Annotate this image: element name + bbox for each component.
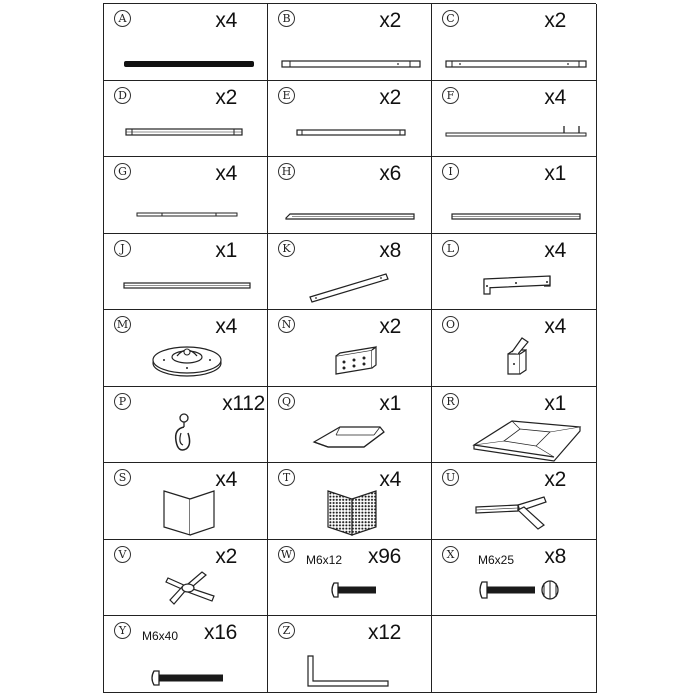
part-letter: S: [114, 469, 131, 486]
part-quantity: x8: [379, 238, 401, 262]
part-cell-f: [432, 81, 597, 158]
part-l-illustration: [432, 234, 596, 310]
part-cell-k: [268, 234, 432, 311]
part-cell-m: [104, 310, 268, 387]
part-e-illustration: [268, 81, 431, 157]
part-quantity: x8: [544, 544, 566, 568]
part-cell-q: [268, 387, 432, 464]
part-t-illustration: [268, 463, 431, 539]
part-spec: M6x12: [306, 552, 343, 567]
part-cell-a: [104, 4, 268, 81]
part-letter: I: [442, 163, 459, 180]
part-w-illustration: [268, 540, 431, 616]
part-quantity: x2: [379, 315, 401, 339]
part-k-illustration: [268, 234, 431, 310]
part-quantity: x1: [379, 391, 401, 415]
part-z-illustration: [268, 616, 431, 692]
part-quantity: x112: [222, 391, 265, 415]
part-cell-j: [104, 234, 268, 311]
part-letter: C: [442, 10, 459, 27]
part-letter: E: [278, 87, 295, 104]
part-quantity: x96: [368, 544, 401, 568]
part-m-illustration: [104, 310, 267, 386]
part-f-illustration: [432, 81, 596, 157]
part-letter: Y: [114, 622, 131, 639]
part-letter: H: [278, 163, 295, 180]
part-quantity: x4: [544, 315, 566, 339]
part-cell-i: [432, 157, 597, 234]
part-quantity: x2: [544, 468, 566, 492]
part-cell-u: [432, 463, 597, 540]
part-cell-s: [104, 463, 268, 540]
part-cell-p: [104, 387, 268, 464]
part-quantity: x4: [215, 315, 237, 339]
part-letter: P: [114, 393, 131, 410]
part-n-illustration: [268, 310, 431, 386]
part-p-illustration: [104, 387, 267, 463]
part-letter: R: [442, 393, 459, 410]
part-j-illustration: [104, 234, 267, 310]
part-quantity: x6: [379, 162, 401, 186]
part-quantity: x2: [215, 85, 237, 109]
part-quantity: x4: [215, 468, 237, 492]
part-letter: J: [114, 240, 131, 257]
part-cell-r: [432, 387, 597, 464]
part-letter: A: [114, 10, 131, 27]
part-cell-z: [268, 616, 432, 693]
part-cell-n: [268, 310, 432, 387]
part-quantity: x4: [379, 468, 401, 492]
part-cell-x: [432, 540, 597, 617]
part-quantity: x4: [215, 9, 237, 32]
part-u-illustration: [432, 463, 596, 539]
part-o-illustration: [432, 310, 596, 386]
part-letter: V: [114, 546, 131, 563]
part-i-illustration: [432, 157, 596, 233]
part-cell-v: [104, 540, 268, 617]
part-cell-w: [268, 540, 432, 617]
part-letter: O: [442, 316, 459, 333]
part-letter: K: [278, 240, 295, 257]
part-letter: B: [278, 10, 295, 27]
part-g-illustration: [104, 157, 267, 233]
part-v-illustration: [104, 540, 267, 616]
part-letter: D: [114, 87, 131, 104]
part-quantity: x4: [215, 162, 237, 186]
part-y-illustration: [104, 616, 267, 692]
part-cell-l: [432, 234, 597, 311]
part-cell-y: [104, 616, 268, 693]
part-cell-d: [104, 81, 268, 158]
part-quantity: x1: [544, 162, 566, 186]
part-h-illustration: [268, 157, 431, 233]
part-cell-c: [432, 4, 597, 81]
part-quantity: x12: [368, 621, 401, 645]
part-cell-o: [432, 310, 597, 387]
part-a-illustration: [104, 4, 267, 80]
part-cell-e: [268, 81, 432, 158]
part-b-illustration: [268, 4, 431, 80]
part-letter: M: [114, 316, 131, 333]
part-cell-h: [268, 157, 432, 234]
empty-cell: [432, 616, 597, 693]
part-quantity: x2: [379, 85, 401, 109]
part-cell-b: [268, 4, 432, 81]
part-quantity: x4: [544, 85, 566, 109]
part-spec: M6x25: [478, 552, 515, 567]
part-letter: N: [278, 316, 295, 333]
part-spec: M6x40: [142, 629, 179, 644]
parts-list-sheet: [103, 3, 596, 693]
part-c-illustration: [432, 4, 596, 80]
part-d-illustration: [104, 81, 267, 157]
part-letter: Z: [278, 622, 295, 639]
part-letter: X: [442, 546, 459, 563]
part-quantity: x2: [544, 9, 566, 32]
part-letter: F: [442, 87, 459, 104]
part-quantity: x4: [544, 238, 566, 262]
part-quantity: x2: [215, 544, 237, 568]
part-letter: Q: [278, 393, 295, 410]
part-letter: G: [114, 163, 131, 180]
part-quantity: x1: [215, 238, 237, 262]
part-letter: T: [278, 469, 295, 486]
part-cell-t: [268, 463, 432, 540]
part-q-illustration: [268, 387, 431, 463]
part-s-illustration: [104, 463, 267, 539]
part-quantity: x16: [204, 621, 237, 645]
part-letter: W: [278, 546, 295, 563]
part-r-illustration: [432, 387, 596, 463]
part-x-illustration: [432, 540, 596, 616]
part-letter: L: [442, 240, 459, 257]
part-quantity: x1: [544, 391, 566, 415]
part-quantity: x2: [379, 9, 401, 32]
part-cell-g: [104, 157, 268, 234]
part-letter: U: [442, 469, 459, 486]
